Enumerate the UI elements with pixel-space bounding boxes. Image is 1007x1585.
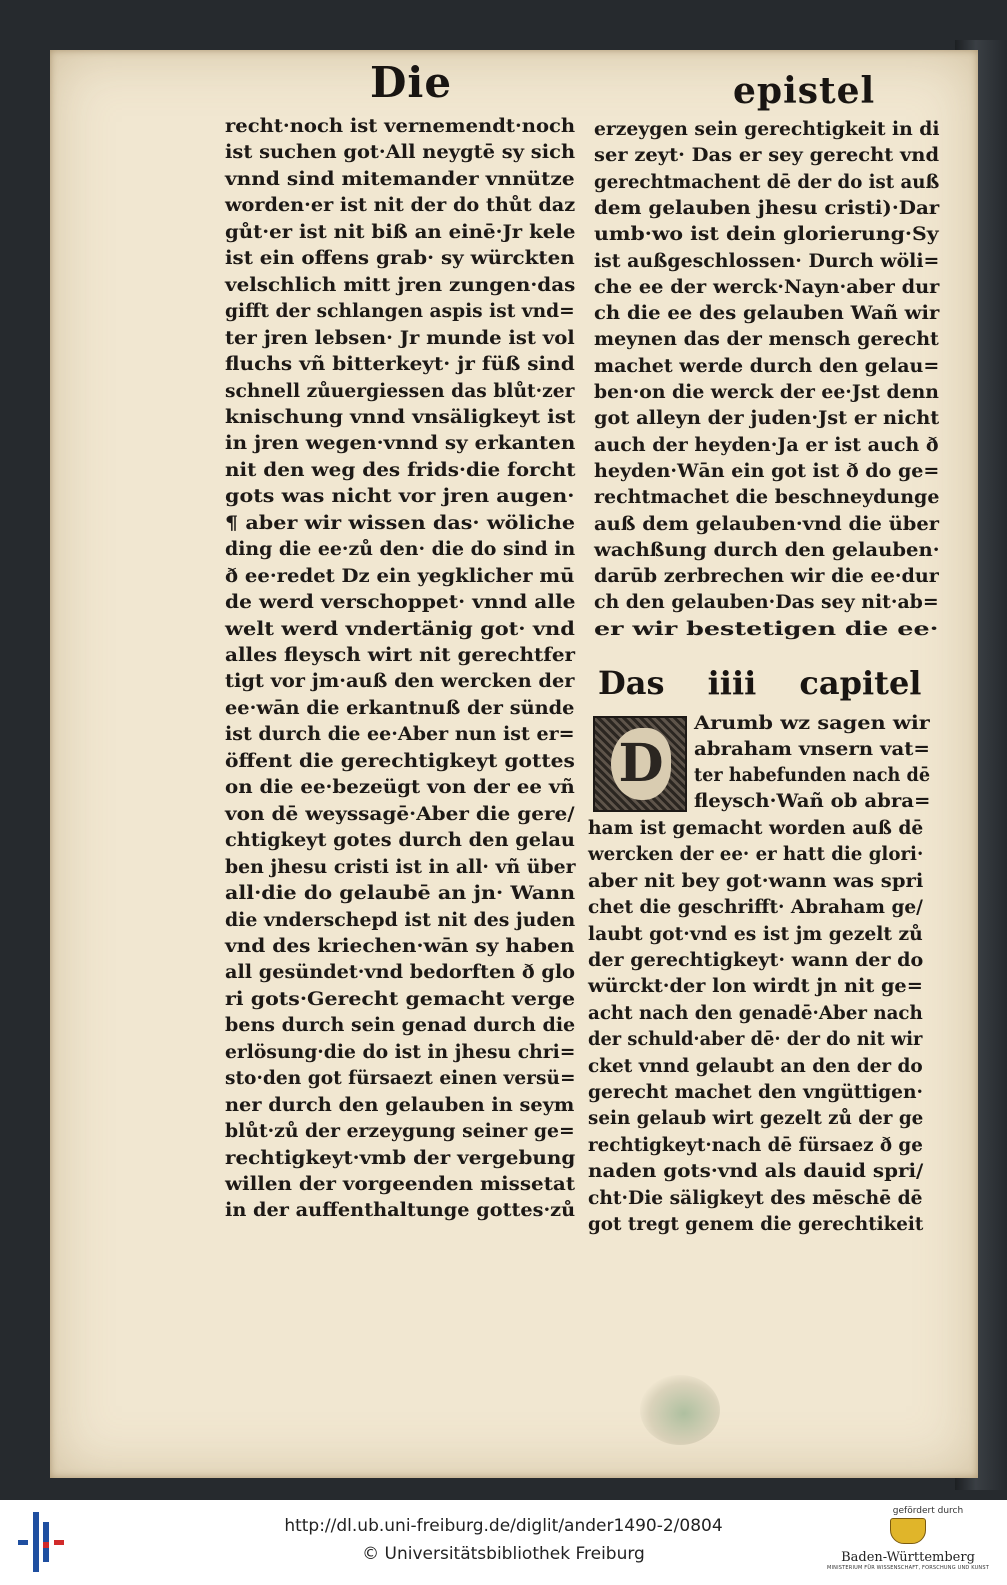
text-line: ist durch die ee·Aber nun ist er=: [225, 723, 575, 746]
text-line: chet die geschrifft· Abraham ge/: [588, 896, 923, 919]
text-line: auch der heyden·Ja er ist auch ð: [594, 433, 939, 456]
text-line: darūb zerbrechen wir die ee·dur: [594, 565, 939, 588]
text-line: dem gelauben jhesu cristi)·Dar: [594, 196, 940, 219]
text-line: rechtigkeyt·nach dē fürsaez ð ge: [588, 1133, 923, 1156]
text-line: öffent die gerechtigkeyt gottes: [225, 749, 575, 772]
text-line: gerecht machet den vngüttigen·: [588, 1081, 924, 1103]
text-line: rechtigkeyt·vmb der vergebung: [225, 1146, 576, 1169]
running-header-right: epistel: [733, 70, 876, 112]
text-line: ist ein offens grab· sy würckten: [225, 247, 575, 270]
text-line: erlösung·die do ist in jhesu chri=: [225, 1040, 576, 1063]
text-line: würckt·der lon wirdt jn nit ge=: [588, 975, 923, 998]
text-line: blůt·zů der erzeygung seiner ge=: [225, 1120, 575, 1143]
text-line: machet werde durch den gelau=: [594, 354, 940, 377]
text-line: gerechtmachent dē der do ist auß: [594, 170, 940, 193]
text-line: de werd verschoppet· vnnd alle: [225, 591, 576, 614]
text-line: naden gots·vnd als dauid spri/: [588, 1160, 924, 1183]
text-line: erzeygen sein gerechtigkeit in di: [594, 118, 940, 140]
text-line: fleysch·Wañ ob abra=: [694, 790, 931, 812]
text-line: rechtmachet die beschneydunge: [594, 486, 940, 509]
text-line: heyden·Wān ein got ist ð do ge=: [594, 459, 940, 482]
left-text-column: [225, 115, 575, 1226]
text-line: laubt got·vnd es ist jm gezelt zů: [588, 922, 923, 945]
text-line: ham ist gemacht worden auß dē: [588, 817, 924, 839]
text-line: ch die ee des gelauben Wañ wir: [594, 302, 940, 325]
permalink-url[interactable]: http://dl.ub.uni-freiburg.de/diglit/ander1490-2/0804: [284, 1516, 723, 1536]
text-line: wercken der ee· er hatt die glori·: [588, 843, 924, 866]
text-line: vnd des kriechen·wān sy haben: [225, 934, 575, 957]
text-line: got tregt genem die gerechtikeit: [588, 1213, 924, 1235]
text-line: knischung vnnd vnsäligkeyt ist: [225, 405, 576, 428]
text-line: ist suchen got·All neygtē sy sich: [225, 141, 576, 164]
text-line: sto·den got fürsaezt einen versü=: [225, 1067, 576, 1090]
text-line: er wir bestetigen die ee·: [594, 617, 939, 640]
text-line: che ee der werck·Nayn·aber dur: [594, 275, 940, 298]
text-line: abraham vnsern vat=: [694, 738, 930, 760]
initial-letter: D: [611, 728, 671, 800]
text-line: meynen das der mensch gerecht: [594, 328, 939, 351]
funder-name: Baden-Württemberg: [841, 1550, 975, 1565]
text-line: wachßung durch den gelauben·: [594, 538, 940, 561]
text-line: worden·er ist nit der do thůt daz: [225, 194, 576, 217]
text-line: Arumb wz sagen wir: [694, 712, 930, 734]
footer-bar: [0, 1500, 1007, 1585]
text-line: ter habefunden nach dē: [694, 764, 931, 786]
text-line: in jren wegen·vnnd sy erkanten: [225, 432, 576, 455]
copyright-notice: © Universitätsbibliothek Freiburg: [362, 1544, 645, 1564]
text-line: von dē weyssagē·Aber die gere/: [225, 802, 575, 825]
text-line: chtigkeyt gotes durch den gelau: [225, 829, 575, 852]
right-text-column-initial-lines: [694, 712, 930, 816]
text-line: ee·wān die erkantnuß der sünde: [225, 696, 575, 719]
funded-by-label: gefördert durch: [892, 1506, 964, 1516]
text-line: bens durch sein genad durch die: [225, 1014, 576, 1037]
text-line: ¶ aber wir wissen das· wöliche: [225, 511, 576, 534]
text-line: in der auffenthaltunge gottes·zů: [225, 1199, 576, 1222]
text-line: willen der vorgeenden missetat: [225, 1173, 576, 1195]
text-line: schnell zůuergiessen das blůt·zer: [225, 379, 575, 402]
text-line: ben jhesu cristi ist in all· vñ über: [225, 855, 576, 878]
text-line: alles fleysch wirt nit gerechtfer: [225, 644, 576, 666]
text-line: ben·on die werck der ee·Jst denn: [594, 381, 939, 403]
text-line: velschlich mitt jren zungen·das: [225, 273, 576, 296]
text-line: sein gelaub wirt gezelt zů der ge: [588, 1107, 924, 1130]
text-line: on die ee·bezeügt von der ee vñ: [225, 776, 575, 799]
text-line: gots was nicht vor jren augen·: [225, 485, 575, 508]
text-line: welt werd vndertänig got· vnd: [225, 617, 575, 640]
text-line: tigt vor jm·auß den wercken der: [225, 670, 575, 693]
text-line: gifft der schlangen aspis ist vnd=: [225, 300, 575, 323]
text-line: got alleyn der juden·Jst er nicht: [594, 407, 940, 430]
text-line: ch den gelauben·Das sey nit·ab=: [594, 591, 939, 614]
funder-block: [818, 1506, 998, 1582]
text-line: ner durch den gelauben in seym: [225, 1093, 575, 1116]
text-line: ð ee·redet Dz ein yegklicher mū: [225, 564, 575, 587]
chapter-heading: Das iiii capitel: [598, 664, 922, 702]
right-text-column-top: [594, 118, 939, 644]
text-line: auß dem gelauben·vnd die über: [594, 512, 940, 535]
text-line: all·die do gelaubē an jn· Wann: [225, 882, 576, 905]
text-line: umb·wo ist dein glorierung·Sy: [594, 223, 939, 246]
text-line: ding die ee·zů den· die do sind in: [225, 538, 576, 561]
text-line: der gerechtigkeyt· wann der do: [588, 949, 924, 971]
text-line: fluchs vñ bitterkeyt· jr füß sind: [225, 353, 575, 376]
paper-stain: [640, 1375, 720, 1445]
text-line: cht·Die säligkeyt des mēschē dē: [588, 1186, 923, 1209]
text-line: recht·noch ist vernemendt·noch: [225, 115, 576, 137]
text-line: der schuld·aber dē· der do nit wir: [588, 1028, 923, 1051]
text-line: ser zeyt· Das er sey gerecht vnd: [594, 144, 940, 167]
right-text-column-bottom: [588, 817, 923, 1239]
text-line: ter jren lebsen· Jr munde ist vol: [225, 326, 575, 349]
decorated-initial: [593, 716, 687, 812]
text-line: acht nach den genadē·Aber nach: [588, 1001, 923, 1024]
text-line: ist außgeschlossen· Durch wöli=: [594, 249, 940, 272]
text-line: gůt·er ist nit biß an einē·Jr kele: [225, 220, 576, 243]
text-line: cket vnnd gelaubt an den der do: [588, 1054, 923, 1077]
ministry-name: MINISTERIUM FÜR WISSENSCHAFT, FORSCHUNG UND KUNST: [826, 1565, 990, 1571]
state-crest-icon: [890, 1518, 926, 1544]
text-line: nit den weg des frids·die forcht: [225, 458, 576, 481]
text-line: aber nit bey got·wann was spri: [588, 869, 924, 892]
running-header-left: Die: [370, 58, 453, 107]
text-line: ri gots·Gerecht gemacht verge: [225, 987, 576, 1010]
text-line: all gesündet·vnd bedorften ð glo: [225, 961, 576, 984]
text-line: die vnderschepd ist nit des juden: [225, 908, 576, 931]
text-line: vnnd sind mitemander vnnütze: [225, 167, 575, 190]
